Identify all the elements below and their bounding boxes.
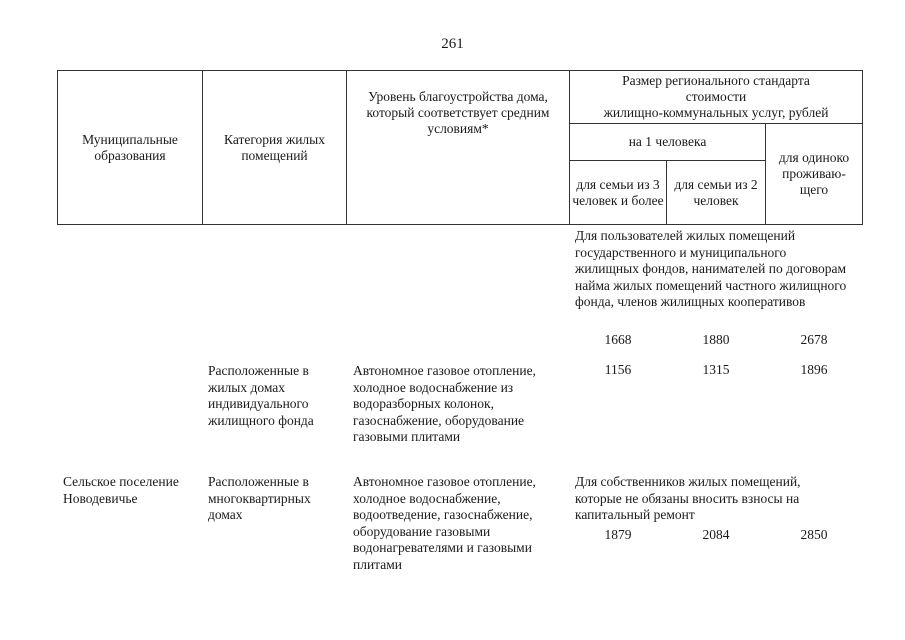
header-municipal: Муниципальные образования	[82, 131, 178, 163]
row2-value-family2: 1315	[702, 362, 730, 377]
header-standard-line2: стоимости	[685, 89, 747, 104]
row2-level: Автономное газовое отопление, холодное водоснабжение из водоразборных колонок, газоснабжение, оборудование газовыми плитами	[353, 363, 536, 444]
row1-value-family3: 1668	[604, 332, 632, 347]
col-border-6	[862, 70, 863, 224]
header-standard-line3: жилищно-коммунальных услуг, рублей	[603, 105, 829, 120]
row3-municipal: Сельское поселение Новодевичье	[63, 474, 179, 506]
header-family3: для семьи из 3 человек и более	[572, 176, 664, 208]
row2-value-single: 1896	[800, 362, 828, 377]
header-standard-line1: Размер регионального стандарта	[622, 73, 810, 88]
row3-category: Расположенные в многоквартирных домах	[208, 474, 311, 522]
row1-value-single: 2678	[800, 332, 828, 347]
row3-value-family3: 1879	[604, 527, 632, 542]
header-level: Уровень благоустройства дома, который соответствует средним условиям*	[366, 89, 550, 136]
row3-level: Автономное газовое отопление, холодное водоснабжение, водоотведение, газоснабжение, оборудование газовыми водонагревателями и газовыми плитами	[353, 474, 536, 572]
page-number: 261	[441, 36, 464, 52]
row3-value-family2: 2084	[702, 527, 730, 542]
header-family2: для семьи из 2 человек	[674, 176, 758, 208]
header-single: для одиноко проживаю-щего	[778, 150, 850, 197]
row3-value-single: 2850	[800, 527, 828, 542]
header-standard	[570, 71, 862, 123]
row1-value-family2: 1880	[702, 332, 730, 347]
row1-note: Для пользователей жилых помещений государственного и муниципального жилищных фондов, нанимателей по договорам найма жилых помещений частного жилищного фонда, членов жилищных кооперативов	[575, 228, 847, 309]
row3-note: Для собственников жилых помещений, которые не обязаны вносить взносы на капитальный ремонт	[575, 474, 801, 522]
row2-value-family3: 1156	[604, 362, 632, 377]
header-per-person: на 1 человека	[628, 134, 707, 149]
header-category: Категория жилых помещений	[224, 131, 325, 163]
row2-category: Расположенные в жилых домах индивидуального жилищного фонда	[208, 363, 314, 428]
table-header-bottom-border	[57, 224, 863, 225]
